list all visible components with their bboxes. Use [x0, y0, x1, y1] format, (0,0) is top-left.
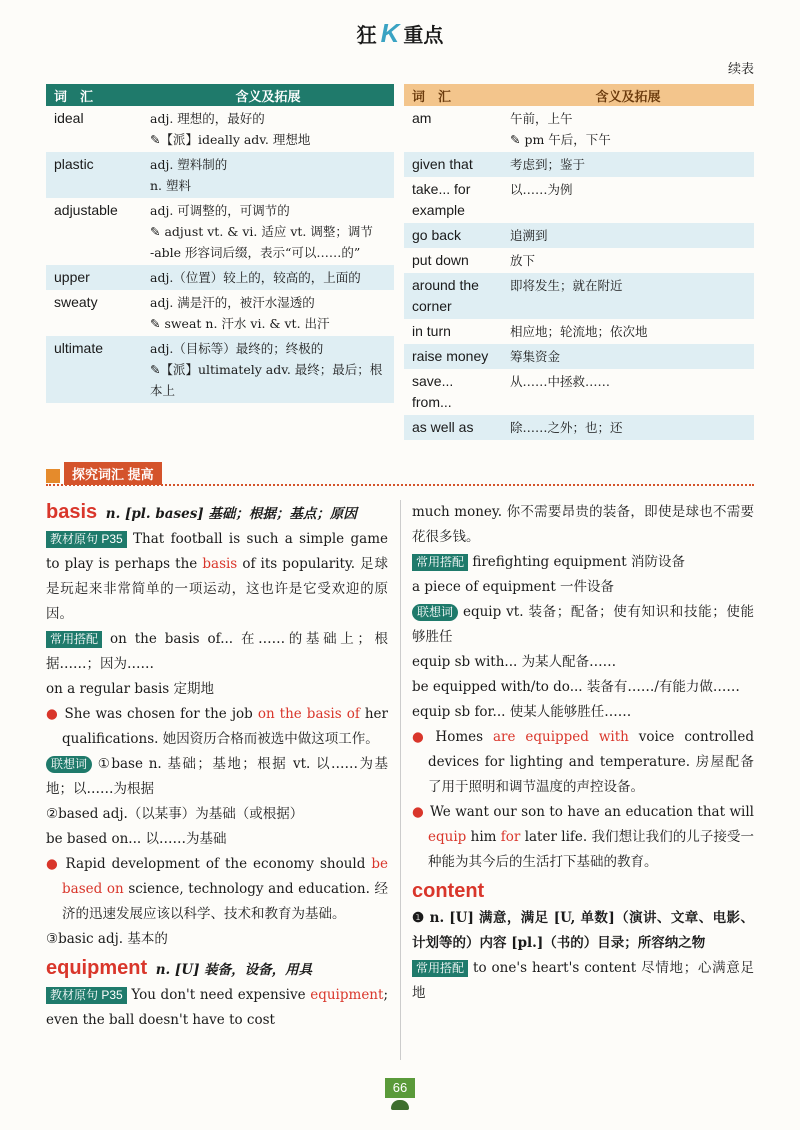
section-heading	[46, 462, 754, 486]
vocab-meaning	[502, 319, 754, 344]
vocab-meaning	[142, 198, 394, 265]
vocab-word: save... from...	[412, 373, 454, 410]
headword-equipment: equipment	[46, 957, 148, 979]
vocab-word: upper	[46, 265, 142, 290]
col-header-meaning: 含义及拓展	[142, 84, 394, 106]
vocab-meaning	[502, 152, 754, 177]
col-header-meaning: 含义及拓展	[502, 84, 754, 106]
vocab-meaning	[142, 290, 394, 336]
vocab-meaning	[142, 336, 394, 403]
vocab-word: ideal	[54, 110, 84, 126]
highlight-text: basis	[202, 556, 238, 572]
vocab-word: sweaty	[54, 294, 98, 310]
collocation: on the basis of... 在……的基础上；根据……；因为……	[46, 631, 388, 672]
vocab-meaning	[142, 152, 394, 198]
column-divider	[400, 500, 401, 1060]
table-row	[46, 152, 394, 198]
example-end: later life. 我们想让我们的儿子接受一种能为其今后的生活打下基础的教育。	[428, 829, 754, 870]
example: She was chosen for the job	[64, 706, 258, 722]
association: be equipped with/to do... 装备有……/有能力做……	[412, 679, 740, 695]
table-row	[404, 152, 754, 177]
page-number: 66	[385, 1078, 415, 1098]
bird-icon	[391, 1100, 409, 1110]
table-row	[404, 223, 754, 248]
source-label: 教材原句 P35	[46, 987, 127, 1004]
page-header	[0, 18, 800, 49]
example: him	[466, 829, 501, 845]
collocation: on a regular basis 定期地	[46, 681, 214, 697]
meaning-line: 追溯到	[510, 228, 548, 243]
meaning-line: adj.（位置）较上的，较高的，上面的	[150, 270, 361, 285]
left-column	[46, 500, 388, 1033]
meaning-line: n. 塑料	[150, 178, 191, 193]
example-end: her qualifications. 她因资历合格而被选中做这项工作。	[62, 706, 388, 747]
col-header-word: 词 汇	[404, 84, 502, 106]
association-label: 联想词	[412, 604, 458, 621]
example-end: voice controlled devices for lighting and temperature. 房屋配备了用于照明和调节温度的声控设备。	[428, 729, 754, 795]
collocation-label: 常用搭配	[46, 631, 102, 648]
meaning-line: 从……中拯救……	[510, 374, 611, 389]
meaning-line: 筹集资金	[510, 349, 561, 364]
highlight-text: be based on	[62, 856, 388, 897]
association: be based on... 以……为基础	[46, 831, 227, 847]
bullet-icon: ●	[412, 804, 424, 820]
meaning-line: ✎ adjust vt. & vi. 适应 vt. 调整；调节	[150, 224, 373, 239]
meaning-line: ✎ sweat n. 汗水 vi. & vt. 出汗	[150, 316, 330, 331]
section-tag-text: 提高	[127, 467, 154, 482]
bullet-icon: ●	[46, 706, 59, 722]
right-column	[412, 500, 754, 1006]
association: equip vt. 装备；配备；使有知识和技能；使能够胜任	[412, 604, 754, 645]
headword-pos: n. [U] 装备，设备，用具	[155, 962, 313, 978]
table-row	[46, 106, 394, 152]
table-row	[404, 415, 754, 440]
highlight-text: are equipped with	[492, 729, 629, 745]
vocab-meaning	[502, 344, 754, 369]
collocation: a piece of equipment 一件设备	[412, 579, 615, 595]
meaning-line: 相应地；轮流地；依次地	[510, 324, 648, 339]
meaning-line: ✎【派】ideally adv. 理想地	[150, 132, 311, 147]
vocab-word: ultimate	[46, 336, 142, 403]
vocab-meaning	[502, 369, 754, 415]
association-label: 联想词	[46, 756, 92, 773]
table-row	[404, 106, 754, 152]
highlight-text: equip	[428, 829, 467, 845]
association: equip sb with... 为某人配备……	[412, 654, 617, 670]
headword-basis: basis	[46, 501, 98, 523]
example: Homes	[435, 729, 493, 745]
association: ②based adj.（以某事）为基础（或根据）	[46, 806, 304, 822]
table-row	[46, 290, 394, 336]
vocab-word: take... for example	[412, 181, 471, 218]
left-vocab-table	[46, 84, 394, 403]
headword-pos: n. [pl. bases] 基础；根据；基点；原因	[105, 506, 357, 522]
table-row	[404, 177, 754, 223]
association: ①base n. 基础；基地；根据 vt. 以……为基地；以……为根据	[46, 756, 388, 797]
meaning-line: adj. 满是汗的，被汗水湿透的	[150, 295, 315, 310]
vocab-word: around the corner	[404, 273, 502, 319]
source-sentence-cont: much money. 你不需要昂贵的装备，即使是球也不需要花很多钱。	[412, 504, 754, 545]
source-sentence: You don't need expensive	[131, 987, 311, 1003]
section-label	[64, 462, 162, 485]
meaning-line: 除……之外；也；还	[510, 420, 623, 435]
book-icon	[46, 469, 60, 483]
meaning-line: 午前，上午	[510, 111, 573, 126]
table-row	[404, 273, 754, 319]
example-end: science, technology and education. 经济的迅速发展应该以科学、技术和教育为基础。	[62, 881, 389, 922]
table-row	[46, 198, 394, 265]
example: Rapid development of the economy should	[65, 856, 372, 872]
table-row	[404, 344, 754, 369]
vocab-word: plastic	[46, 152, 142, 198]
vocab-word: go back	[404, 223, 502, 248]
table-row	[404, 319, 754, 344]
vocab-word: adjustable	[54, 202, 118, 218]
meaning-line: 考虑到；鉴于	[510, 157, 586, 172]
highlight-text: on the basis of	[257, 706, 360, 722]
collocation-label: 常用搭配	[412, 554, 468, 571]
source-sentence-end: ; even the ball doesn't have to cost	[46, 987, 388, 1028]
right-vocab-table	[404, 84, 754, 440]
headword-content: content	[412, 880, 485, 902]
vocab-meaning	[502, 273, 754, 319]
vocab-word: as well as	[404, 415, 502, 440]
table-row	[404, 369, 754, 415]
vocab-meaning	[502, 106, 754, 152]
continued-label: 续表	[727, 62, 754, 77]
table-row	[46, 336, 394, 403]
meaning-line: ✎ pm 午后，下午	[510, 132, 611, 147]
meaning-line: adj. 可调整的，可调节的	[150, 203, 290, 218]
vocab-meaning	[502, 248, 754, 273]
section-label-text: 探究词汇	[72, 467, 125, 482]
vocab-word: raise money	[404, 344, 502, 369]
header-text-2: 重点	[403, 23, 444, 47]
definition: ❶ n. [U] 满意，满足 [U, 单数]（演讲、文章、电影、计划等的）内容 [pl.]（书的）目录；所容纳之物	[412, 910, 754, 951]
collocation: firefighting equipment 消防设备	[472, 554, 685, 570]
table-row	[46, 265, 394, 290]
vocab-meaning	[502, 223, 754, 248]
meaning-line: 以……为例	[510, 182, 573, 197]
meaning-line: adj. 塑料制的	[150, 157, 228, 172]
vocab-word: put down	[412, 252, 469, 268]
collocation: to one's heart's content 尽情地；心满意足地	[412, 960, 754, 1001]
meaning-line: ✎【派】ultimately adv. 最终；最后；根本上	[150, 362, 383, 398]
header-text: 狂	[356, 23, 377, 47]
association: ③basic adj. 基本的	[46, 931, 168, 947]
meaning-line: 即将发生；就在附近	[510, 278, 623, 293]
vocab-word: am	[412, 110, 432, 126]
collocation-label: 常用搭配	[412, 960, 468, 977]
highlight-text: for	[500, 829, 521, 845]
bullet-icon: ●	[412, 729, 430, 745]
example: We want our son to have an education that will	[429, 804, 754, 820]
vocab-word: given that	[404, 152, 502, 177]
meaning-line: adj.（目标等）最终的；终极的	[150, 341, 324, 356]
meaning-line: 放下	[510, 253, 536, 268]
highlight-text: equipment	[310, 987, 384, 1003]
vocab-meaning	[502, 177, 754, 223]
source-sentence: That football is such a simple game to play is perhaps the	[46, 531, 388, 572]
source-sentence-end: of its popularity. 足球是玩起来非常简单的一项运动，这也许是它受欢迎的原因。	[46, 556, 388, 622]
meaning-line: -able 形容词后缀，表示“可以……的”	[150, 245, 361, 260]
association: equip sb for... 使某人能够胜任……	[412, 704, 632, 720]
table-row	[404, 248, 754, 273]
vocab-meaning	[142, 106, 394, 152]
bullet-icon: ●	[46, 856, 60, 872]
meaning-line: adj. 理想的，最好的	[150, 111, 265, 126]
col-header-word: 词 汇	[46, 84, 142, 106]
vocab-word: in turn	[412, 323, 451, 339]
vocab-meaning	[142, 265, 394, 290]
header-k-logo: K	[380, 18, 400, 48]
source-label: 教材原句 P35	[46, 531, 127, 548]
vocab-meaning	[502, 415, 754, 440]
